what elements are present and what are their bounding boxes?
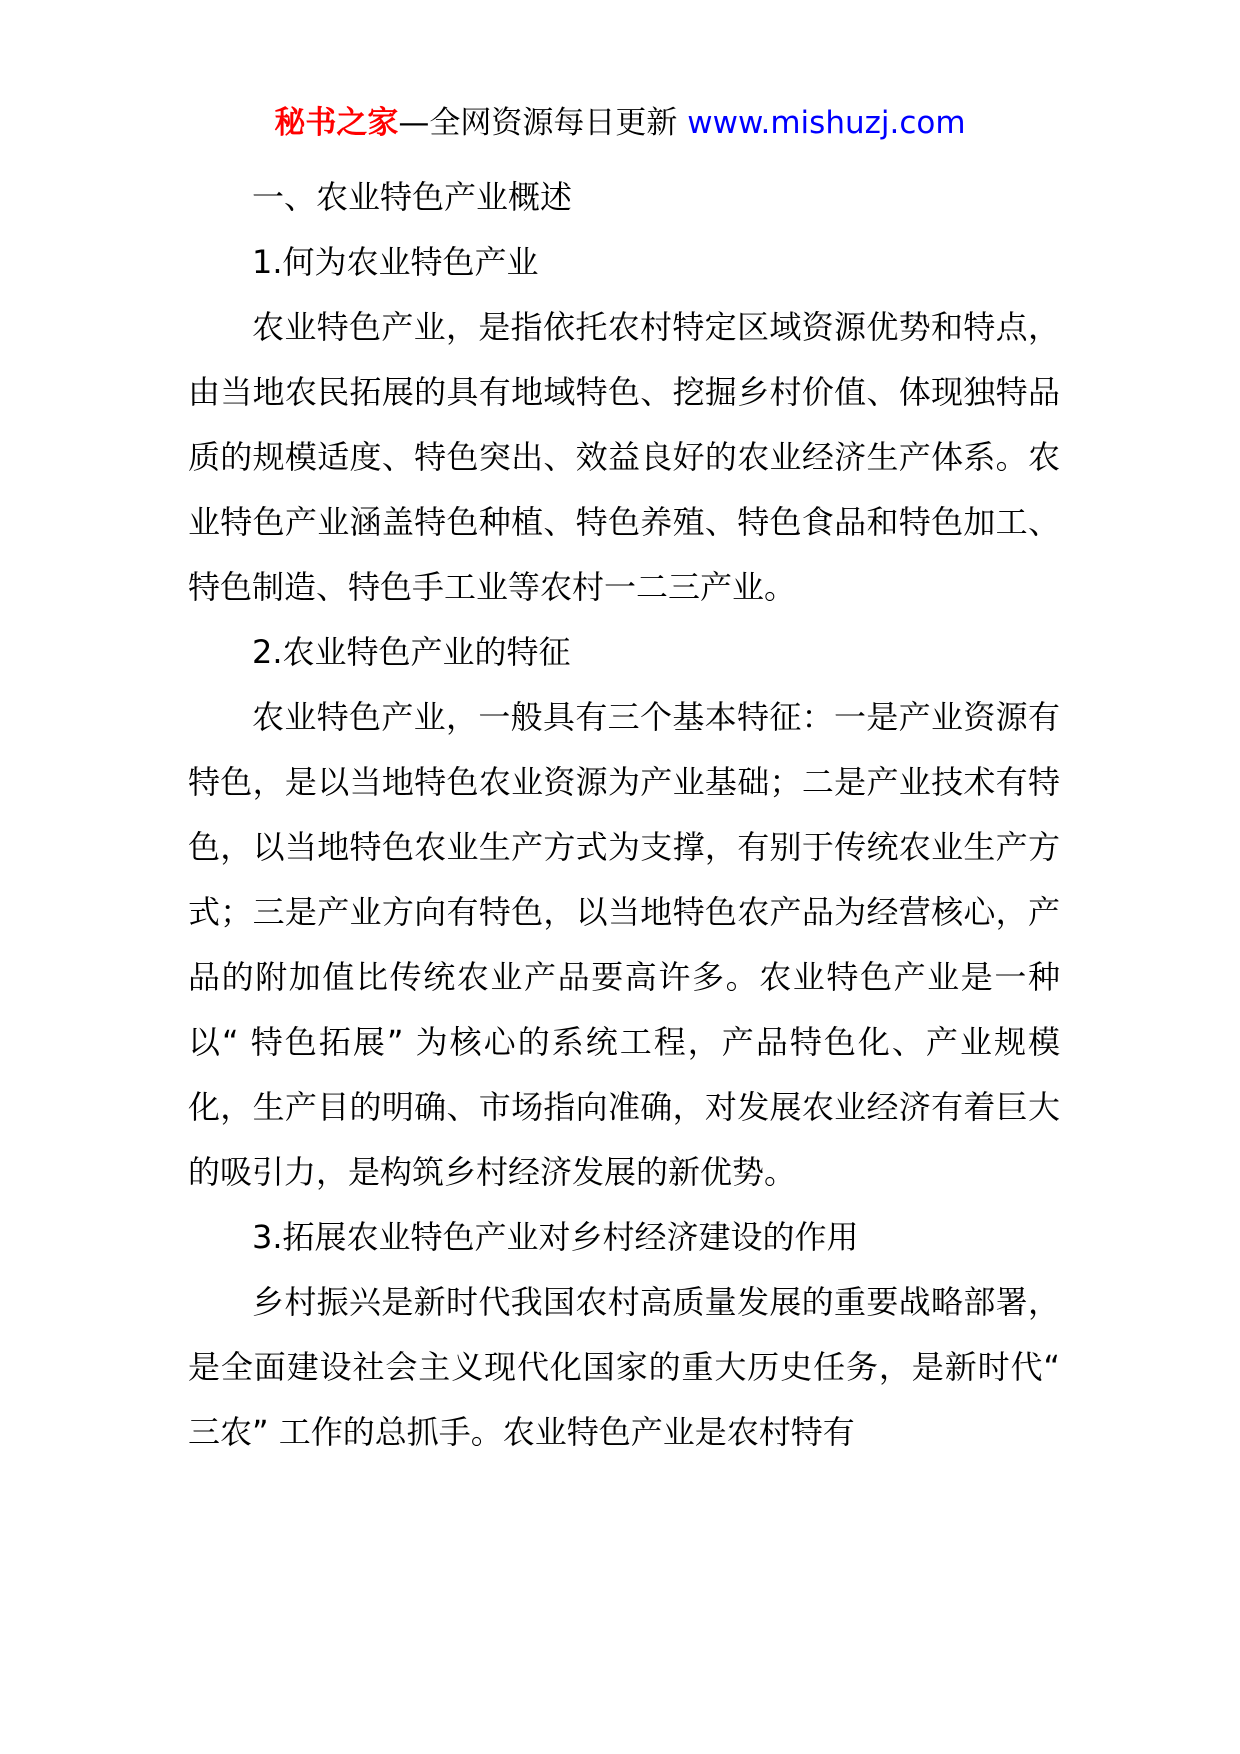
body-paragraph: 乡村振兴是新时代我国农村高质量发展的重要战略部署，是全面建设社会主义现代化国家的重大历史任务，是新时代“ 三农” 工作的总抓手。农业特色产业是农村特有 — [188, 1283, 1060, 1451]
subsection-heading: 1.何为农业特色产业 — [252, 243, 539, 281]
subsection-heading: 2.农业特色产业的特征 — [252, 633, 571, 671]
body-paragraph: 农业特色产业，是指依托农村特定区域资源优势和特点，由当地农民拓展的具有地域特色、挖掘乡村价值、体现独特品质的规模适度、特色突出、效益良好的农业经济生产体系。农业特色产业涵盖特色种植、特色养殖、特色食品和特色加工、特色制造、特色手工业等农村一二三产业。 — [188, 308, 1060, 606]
watermark-header — [0, 98, 1240, 148]
header-tagline: —全网资源每日更新 — [398, 105, 678, 141]
brand-name: 秘书之家 — [274, 105, 399, 141]
site-url-link[interactable]: www.mishuzj.com — [687, 105, 966, 141]
subsection-heading: 3.拓展农业特色产业对乡村经济建设的作用 — [252, 1218, 859, 1256]
document-body — [188, 165, 1060, 1465]
body-paragraph: 农业特色产业，一般具有三个基本特征：一是产业资源有特色，是以当地特色农业资源为产业基础；二是产业技术有特色，以当地特色农业生产方式为支撑，有别于传统农业生产方式；三是产业方向有特色，以当地特色农产品为经营核心，产品的附加值比传统农业产品要高许多。农业特色产业是一种以“ 特色拓展” 为核心的系统工程，产品特色化、产业规模化，生产目的明确、市场指向准确，对发展农业经济有着巨大的吸引力，是构筑乡村经济发展的新优势。 — [188, 698, 1060, 1191]
section-heading: 一、农业特色产业概述 — [252, 178, 573, 216]
